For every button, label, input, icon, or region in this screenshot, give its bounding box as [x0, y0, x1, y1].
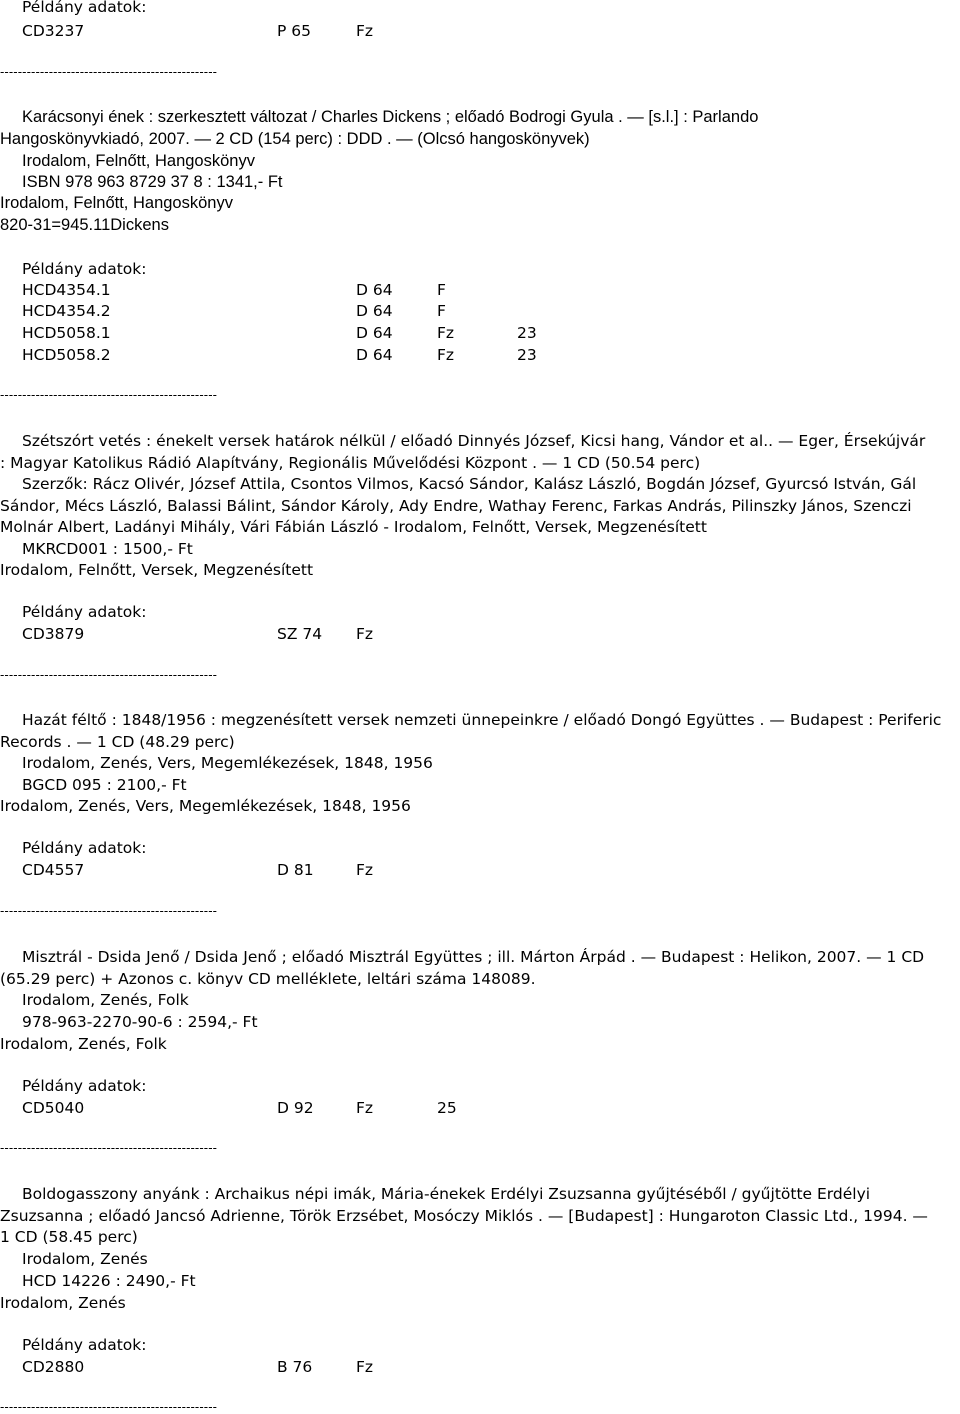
- copy-location: D 64: [356, 281, 393, 299]
- entry-subjects-repeat: Irodalom, Zenés: [0, 1294, 126, 1312]
- copies-label: Példány adatok:: [22, 1336, 147, 1354]
- entry-title-line: Misztrál - Dsida Jenő / Dsida Jenő ; előadó Misztrál Együttes ; ill. Márton Árpád . — Budapest : Helikon, 2007. — 1 CD: [22, 948, 925, 966]
- copy-location: P 65: [277, 22, 311, 40]
- entry-isbn-price: MKRCD001 : 1500,- Ft: [22, 540, 193, 558]
- copy-location: D 81: [277, 861, 314, 879]
- copy-location: D 64: [356, 346, 393, 364]
- copy-type: F: [437, 302, 446, 320]
- entry-title-line: Hazát féltő : 1848/1956 : megzenésített versek nemzeti ünnepeinkre / előadó Dongó Együttes . — Budapest : Periferic: [22, 711, 942, 729]
- copies-label: Példány adatok:: [22, 839, 147, 857]
- copies-label: Példány adatok:: [22, 0, 147, 16]
- entry-authors-line: Sándor, Mécs László, Balassi Bálint, Sándor Károly, Ady Endre, Wathay Ferenc, Farkas András, Pilinszky János, Szenczi: [0, 497, 912, 515]
- entry-title-line: Records . — 1 CD (48.29 perc): [0, 733, 235, 751]
- copy-location: D 64: [356, 302, 393, 320]
- entry-isbn-price: HCD 14226 : 2490,- Ft: [22, 1272, 196, 1290]
- entry-subjects: Irodalom, Zenés, Vers, Megemlékezések, 1848, 1956: [22, 754, 433, 772]
- copy-id: HCD4354.1: [22, 281, 111, 299]
- entry-title-line: (65.29 perc) + Azonos c. könyv CD melléklete, leltári száma 148089.: [0, 970, 536, 988]
- entry-isbn-price: ISBN 978 963 8729 37 8 : 1341,- Ft: [22, 173, 283, 191]
- copy-id: CD3879: [22, 625, 85, 643]
- copy-type: F: [437, 281, 446, 299]
- entry-title-line: : Magyar Katolikus Rádió Alapítvány, Regionális Művelődési Központ . — 1 CD (50.54 perc): [0, 454, 701, 472]
- copy-type: Fz: [356, 22, 374, 40]
- entry-subjects: Irodalom, Zenés: [22, 1250, 148, 1268]
- separator: -------------------------------------------------: [0, 1141, 218, 1155]
- copy-id: CD3237: [22, 22, 85, 40]
- copy-extra: 25: [437, 1099, 457, 1117]
- copy-id: HCD5058.1: [22, 324, 111, 342]
- copy-type: Fz: [356, 625, 374, 643]
- separator: -------------------------------------------------: [0, 388, 218, 402]
- copy-location: B 76: [277, 1358, 313, 1376]
- copy-extra: 23: [517, 324, 537, 342]
- entry-subjects: Irodalom, Zenés, Folk: [22, 991, 189, 1009]
- entry-subjects-repeat: Irodalom, Zenés, Folk: [0, 1035, 167, 1053]
- entry-title-line: Hangoskönyvkiadó, 2007. — 2 CD (154 perc) : DDD . — (Olcsó hangoskönyvek): [0, 130, 590, 148]
- entry-title-line: Zsuzsanna ; előadó Jancsó Adrienne, Török Erzsébet, Mosóczy Miklós . — [Budapest] : Hungaroton Classic Ltd., 1994. —: [0, 1207, 928, 1225]
- entry-subjects-repeat: Irodalom, Felnőtt, Hangoskönyv: [0, 194, 233, 212]
- copy-location: D 92: [277, 1099, 314, 1117]
- copies-label: Példány adatok:: [22, 1077, 147, 1095]
- copy-type: Fz: [356, 1099, 374, 1117]
- entry-subjects-repeat: Irodalom, Felnőtt, Versek, Megzenésített: [0, 561, 314, 579]
- entry-title-line: 1 CD (58.45 perc): [0, 1228, 138, 1246]
- separator: -------------------------------------------------: [0, 1400, 218, 1414]
- entry-isbn-price: 978-963-2270-90-6 : 2594,- Ft: [22, 1013, 258, 1031]
- entry-title-line: Karácsonyi ének : szerkesztett változat / Charles Dickens ; előadó Bodrogi Gyula . — [s.l.] : Parlando: [22, 108, 759, 126]
- entry-subjects: Irodalom, Felnőtt, Hangoskönyv: [22, 152, 255, 170]
- copy-id: HCD5058.2: [22, 346, 111, 364]
- copy-location: D 64: [356, 324, 393, 342]
- copy-type: Fz: [356, 861, 374, 879]
- separator: -------------------------------------------------: [0, 904, 218, 918]
- separator: -------------------------------------------------: [0, 668, 218, 682]
- entry-authors-line: Szerzők: Rácz Olivér, József Attila, Csontos Vilmos, Kacsó Sándor, Kalász László, Bogdán József, Gyurcsó István, Gál: [22, 475, 917, 493]
- entry-title-line: Boldogasszony anyánk : Archaikus népi imák, Mária-énekek Erdélyi Zsuzsanna gyűjtéséből / gyűjtötte Erdélyi: [22, 1185, 871, 1203]
- copy-id: CD2880: [22, 1358, 85, 1376]
- copy-location: SZ 74: [277, 625, 323, 643]
- copy-type: Fz: [437, 324, 455, 342]
- copy-type: Fz: [356, 1358, 374, 1376]
- copies-label: Példány adatok:: [22, 260, 147, 278]
- entry-udc: 820-31=945.11Dickens: [0, 216, 169, 234]
- entry-subjects-repeat: Irodalom, Zenés, Vers, Megemlékezések, 1848, 1956: [0, 797, 411, 815]
- copy-extra: 23: [517, 346, 537, 364]
- entry-title-line: Szétszórt vetés : énekelt versek határok nélkül / előadó Dinnyés József, Kicsi hang, Vándor et al.. — Eger, Érsekújvár: [22, 432, 926, 450]
- copy-type: Fz: [437, 346, 455, 364]
- separator: -------------------------------------------------: [0, 65, 218, 79]
- copy-id: CD5040: [22, 1099, 85, 1117]
- copy-id: CD4557: [22, 861, 85, 879]
- copy-id: HCD4354.2: [22, 302, 111, 320]
- entry-isbn-price: BGCD 095 : 2100,- Ft: [22, 776, 187, 794]
- entry-authors-line: Molnár Albert, Ladányi Mihály, Vári Fábián László - Irodalom, Felnőtt, Versek, Megzenésített: [0, 518, 707, 536]
- copies-label: Példány adatok:: [22, 603, 147, 621]
